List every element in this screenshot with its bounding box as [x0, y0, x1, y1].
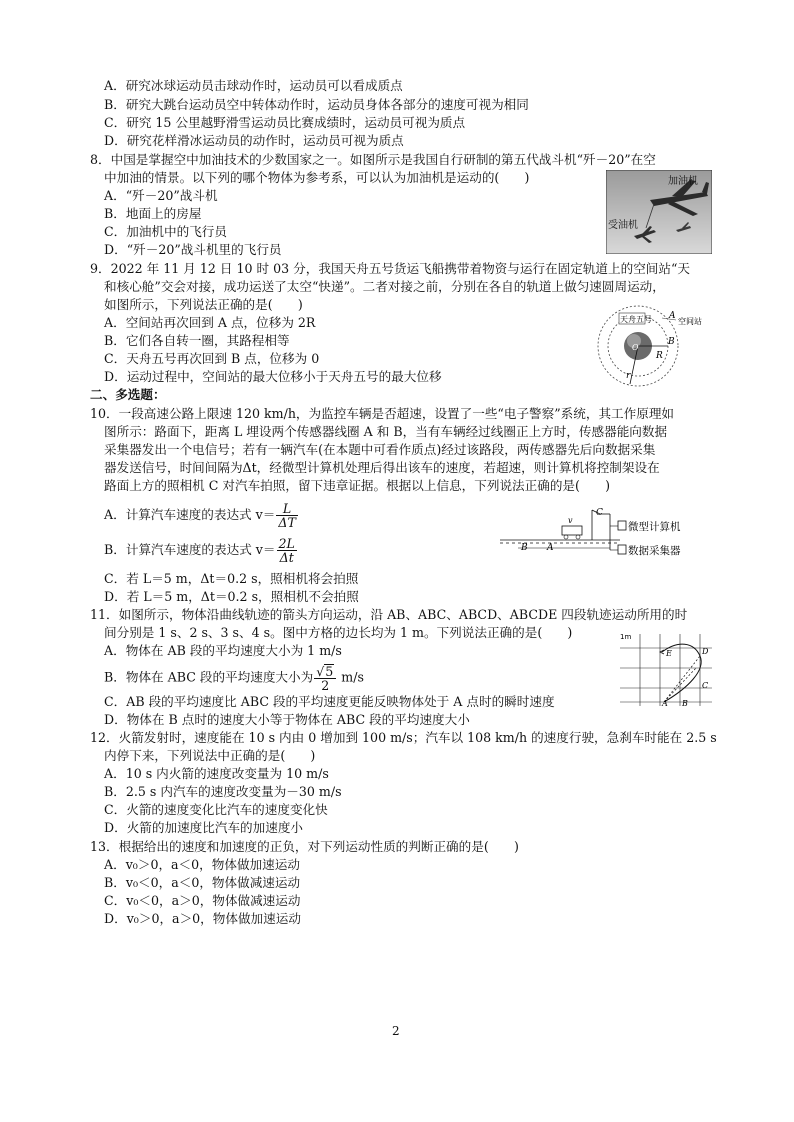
- grid-scale-label: 1m: [620, 633, 632, 641]
- computer-label: 微型计算机: [628, 521, 681, 533]
- q11-option-b-unit: m/s: [341, 669, 364, 685]
- coil-b-label: B: [521, 543, 528, 553]
- q10-option-d: D．若 L＝5 m，Δt＝0.2 s，照相机不会拍照: [104, 589, 359, 604]
- q9-option-a: A．空间站再次回到 A 点，位移为 2R: [104, 315, 316, 330]
- q9-stem-line1: 9．2022 年 11 月 12 日 10 时 03 分，我国天舟五号货运飞船携带着物资与运行在固定轨道上的空间站“天: [90, 261, 691, 276]
- point-c-label: C: [702, 681, 709, 690]
- q11-option-a: A．物体在 AB 段的平均速度大小为 1 m/s: [104, 643, 342, 658]
- q10-option-a-text: A．计算汽车速度的表达式 v＝: [104, 507, 276, 522]
- section-multi-choice-heading: 二、多选题：: [90, 387, 166, 402]
- q11-option-d: D．物体在 B 点时的速度大小等于物体在 ABC 段的平均速度大小: [104, 712, 470, 727]
- q12-option-d: D．火箭的加速度比汽车的加速度小: [104, 820, 304, 835]
- q10-stem-line3: 采集器发出一个电信号；若有一辆汽车(在本题中可看作质点)经过该路段，两传感器先后向数据采集: [104, 442, 656, 457]
- q11-option-b-text: B．物体在 ABC 段的平均速度大小为: [104, 669, 314, 685]
- q12-stem-line1: 12．火箭发射时，速度能在 10 s 内由 0 增加到 100 m/s；汽车以 108 km/h 的速度行驶，急刹车时能在 2.5 s: [90, 730, 717, 745]
- q11-stem-line1: 11．如图所示，物体沿曲线轨迹的箭头方向运动，沿 AB、ABC、ABCD、ABCDE 四段轨迹运动所用的时: [90, 607, 688, 622]
- q8-stem-line2: 中加油的情景。以下列的哪个物体为参考系，可以认为加油机是运动的( ): [104, 170, 530, 185]
- q8-option-a: A．“歼－20”战斗机: [104, 188, 218, 203]
- orbit-diagram: [596, 300, 712, 388]
- q13-stem: 13．根据给出的速度和加速度的正负，对下列运动性质的判断正确的是( ): [90, 839, 519, 854]
- orbit-figure: [596, 300, 712, 388]
- q7-option-c: C．研究 15 公里越野滑雪运动员比赛成绩时，运动员可视为质点: [104, 115, 466, 130]
- space-station-label: 空间站: [678, 317, 702, 326]
- point-b-label: B: [682, 699, 688, 708]
- q13-option-b: B．v₀＜0，a＜0，物体做减速运动: [104, 875, 301, 890]
- q8-stem-line1: 8．中国是掌握空中加油技术的少数国家之一。如图所示是我国自行研制的第五代战斗机“歼－20”在空: [90, 152, 656, 167]
- speed-camera-figure: [500, 506, 714, 558]
- radius-small-r-label: r: [626, 371, 631, 381]
- q12-stem-line2: 内停下来，下列说法中正确的是( ): [104, 748, 316, 763]
- point-e-label: E: [666, 649, 672, 658]
- q10-option-c: C．若 L＝5 m，Δt＝0.2 s，照相机将会拍照: [104, 571, 359, 586]
- q11-option-b-fraction: $\frac{√5}{2}$: [314, 664, 336, 692]
- speed-camera-diagram: [500, 506, 714, 558]
- q12-option-c: C．火箭的速度变化比汽车的速度变化快: [104, 802, 328, 817]
- coil-a-label: A: [547, 543, 554, 553]
- tianzhou-label: 天舟五号: [620, 315, 652, 324]
- q8-option-d: D．“歼－20”战斗机里的飞行员: [104, 242, 282, 257]
- q10-option-a: [104, 502, 299, 529]
- trajectory-grid: [618, 630, 714, 708]
- q13-option-c: C．v₀＜0，a＞0，物体做减速运动: [104, 893, 301, 908]
- q10-stem-line5: 路面上方的照相机 C 对汽车拍照，留下违章证据。根据以上信息，下列说法正确的是( ): [104, 478, 611, 493]
- q7-option-b: B．研究大跳台运动员空中转体动作时，运动员身体各部分的速度可视为相同: [104, 97, 529, 112]
- q10-option-b-fraction: $\frac{2L}{\Delta t}$: [278, 536, 295, 565]
- q9-stem-line2: 和核心舱”交会对接，成功运送了太空“快递”。二者对接之前，分别在各自的轨道上做匀速圆周运动，: [104, 279, 665, 294]
- q10-stem-line2: 图所示：路面下，距离 L 埋设两个传感器线圈 A 和 B，当有车辆经过线圈正上方时，传感器能向数据: [104, 424, 668, 439]
- page-number: 2: [392, 1024, 400, 1038]
- point-d-label: D: [702, 647, 709, 656]
- point-a-label: A: [669, 311, 676, 321]
- q7-option-d: D．研究花样滑冰运动员的动作时，运动员可视为质点: [104, 133, 404, 148]
- q10-option-a-fraction: $\frac{L}{\Delta T}$: [278, 501, 296, 530]
- q10-stem-line1: 10．一段高速公路上限速 120 km/h，为监控车辆是否超速，设置了一些“电子警察”系统，其工作原理如: [90, 406, 675, 421]
- point-a-label: A: [662, 699, 668, 708]
- q10-stem-line4: 器发送信号，时间间隔为Δt，经微型计算机处理后得出该车的速度，若超速，则计算机将控制架设在: [104, 460, 660, 475]
- radius-r-label: R: [656, 351, 663, 361]
- q11-option-b: [104, 664, 364, 692]
- q11-option-c: C．AB 段的平均速度比 ABC 段的平均速度更能反映物体处于 A 点时的瞬时速度: [104, 694, 555, 709]
- q8-option-b: B．地面上的房屋: [104, 206, 202, 221]
- trajectory-grid-figure: [618, 630, 714, 708]
- refueling-figure: [606, 170, 712, 254]
- q7-option-a: A．研究冰球运动员击球动作时，运动员可以看成质点: [104, 78, 403, 93]
- q9-option-c: C．天舟五号再次回到 B 点，位移为 0: [104, 351, 320, 366]
- q8-option-c: C．加油机中的飞行员: [104, 224, 227, 239]
- q9-stem-line3: 如图所示，下列说法正确的是( ): [104, 297, 303, 312]
- q13-option-a: A．v₀＞0，a＜0，物体做加速运动: [104, 857, 300, 872]
- receiver-label: 受油机: [608, 220, 638, 231]
- camera-c-label: C: [596, 508, 603, 518]
- q9-option-d: D．运动过程中，空间站的最大位移小于天舟五号的最大位移: [104, 369, 442, 384]
- q10-option-b-text: B．计算汽车速度的表达式 v＝: [104, 542, 276, 557]
- velocity-v-label: v: [568, 516, 573, 525]
- q9-option-b: B．它们各自转一圈，其路程相等: [104, 333, 290, 348]
- collector-label: 数据采集器: [628, 545, 681, 557]
- q12-option-a: A．10 s 内火箭的速度改变量为 10 m/s: [104, 766, 329, 781]
- point-b-label: B: [668, 337, 675, 347]
- q11-stem-line2: 间分别是 1 s、2 s、3 s、4 s。图中方格的边长均为 1 m。下列说法正确的是( ): [104, 625, 573, 640]
- center-o-label: O: [632, 343, 639, 352]
- q13-option-d: D．v₀＞0，a＞0，物体做加速运动: [104, 911, 301, 926]
- q12-option-b: B．2.5 s 内汽车的速度改变量为－30 m/s: [104, 784, 342, 799]
- refueling-photo: [606, 170, 712, 254]
- q10-option-b: [104, 537, 298, 564]
- tanker-label: 加油机: [668, 176, 698, 187]
